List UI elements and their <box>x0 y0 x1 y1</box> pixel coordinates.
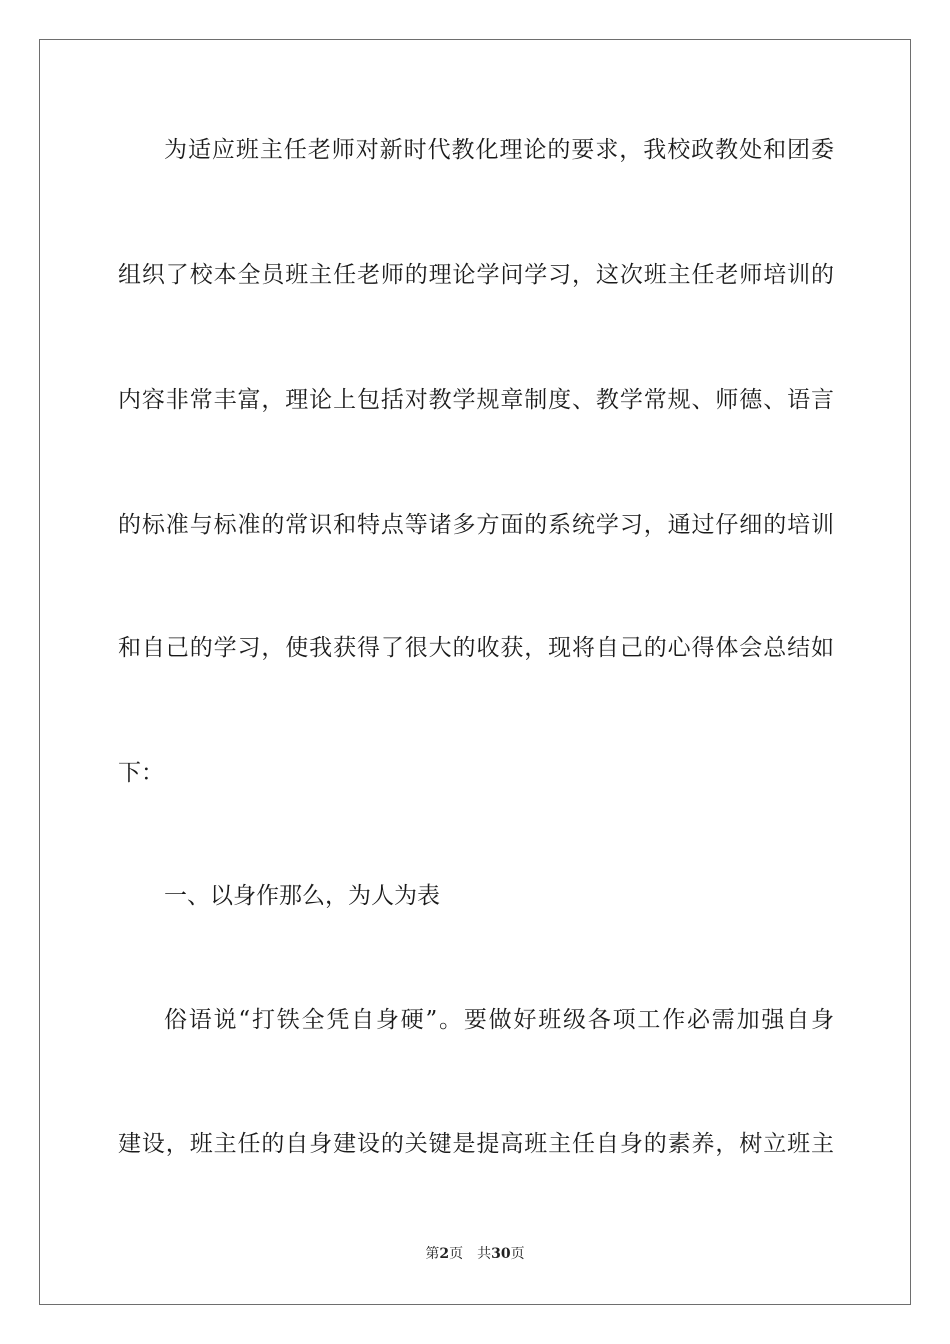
paragraph-1-line-3: 内容非常丰富，理论上包括对教学规章制度、教学常规、师德、语言 <box>118 387 834 413</box>
paragraph-2-line-2: 建设，班主任的自身建设的关键是提高班主任自身的素养，树立班主 <box>118 1131 834 1157</box>
footer-page-suffix: 页 <box>449 1246 464 1262</box>
footer-page-prefix: 第 <box>425 1246 440 1262</box>
paragraph-2-line-1: 俗语说“打铁全凭自身硬”。要做好班级各项工作必需加强自身 <box>164 1007 834 1033</box>
footer-total-prefix: 共 <box>477 1246 492 1262</box>
paragraph-1-line-2: 组织了校本全员班主任老师的理论学问学习，这次班主任老师培训的 <box>118 262 834 288</box>
footer-total-suffix: 页 <box>510 1246 525 1262</box>
paragraph-1-line-1: 为适应班主任老师对新时代教化理论的要求，我校政教处和团委 <box>164 137 834 163</box>
page-footer <box>0 1244 950 1264</box>
page-frame <box>39 39 911 1305</box>
section-heading-1: 一、以身作那么，为人为表 <box>164 883 440 909</box>
paragraph-1-line-6: 下： <box>118 760 164 786</box>
footer-current-page: 2 <box>439 1246 450 1262</box>
footer-total-pages: 30 <box>491 1246 511 1262</box>
paragraph-1-line-5: 和自己的学习，使我获得了很大的收获，现将自己的心得体会总结如 <box>118 635 834 661</box>
paragraph-1-line-4: 的标准与标准的常识和特点等诸多方面的系统学习，通过仔细的培训 <box>118 512 834 538</box>
